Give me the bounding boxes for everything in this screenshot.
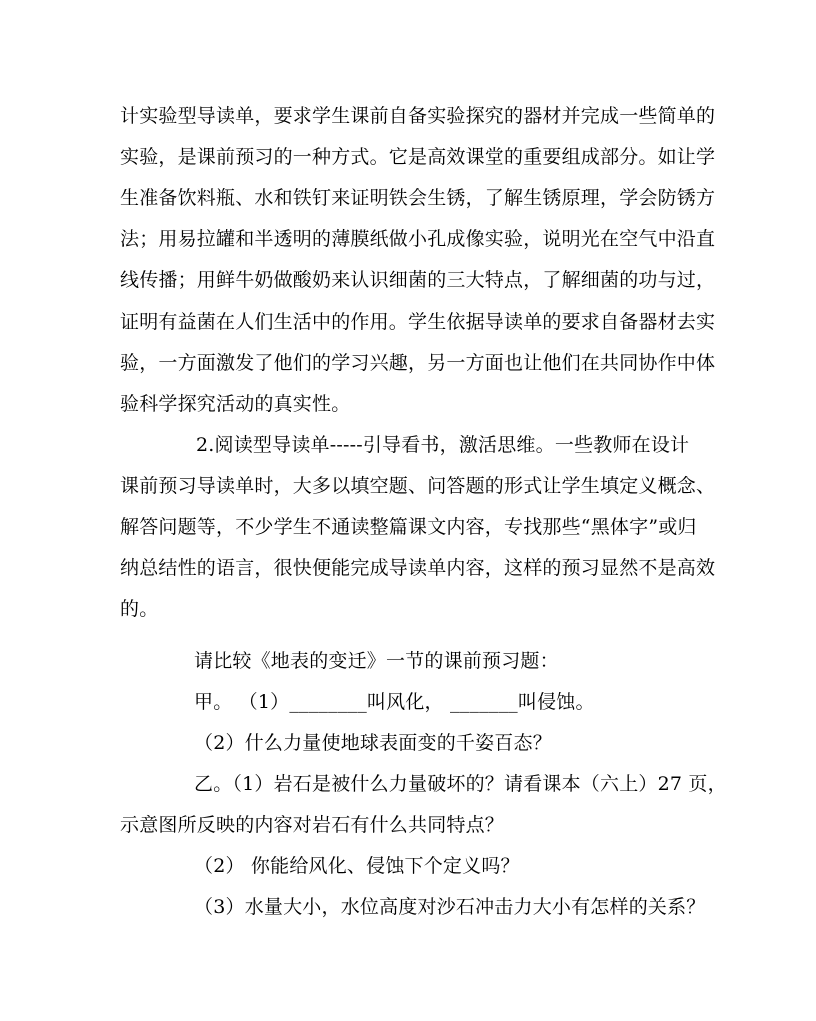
text-line-5: 线传播；用鲜牛奶做酸奶来认识细菌的三大特点，了解细菌的功与过，: [120, 269, 716, 291]
text-line-2: 实验，是课前预习的一种方式。它是高效课堂的重要组成部分。如让学: [120, 146, 716, 168]
question-yi-1-cont: 示意图所反映的内容对岩石有什么共同特点？: [120, 814, 505, 836]
text-line-11: 解答问题等，不少学生不通读整篇课文内容，专找那些“黑体字”或归: [120, 516, 697, 538]
question-yi-1: 乙。（1）岩石是被什么力量破坏的？请看课本（六上）27 页，: [194, 773, 727, 795]
text-line-3: 生准备饮料瓶、水和铁钉来证明铁会生锈，了解生锈原理，学会防锈方: [120, 187, 716, 209]
text-line-10: 课前预习导读单时，大多以填空题、问答题的形式让学生填定义概念、: [120, 475, 716, 497]
question-yi-2: （2） 你能给风化、侵蚀下个定义吗？: [194, 855, 520, 877]
text-line-7: 验，一方面激发了他们的学习兴趣，另一方面也让他们在共同协作中体: [120, 352, 716, 374]
text-line-13: 的。: [120, 598, 159, 620]
text-line-8: 验科学探究活动的真实性。: [120, 393, 351, 415]
text-line-1: 计实验型导读单，要求学生课前自备实验探究的器材并完成一些简单的: [120, 105, 716, 127]
question-yi-3: （3）水量大小，水位高度对沙石冲击力大小有怎样的关系？: [194, 896, 706, 918]
question-jia-1: 甲。 （1）________叫风化， _______叫侵蚀。: [194, 691, 595, 713]
text-line-12: 纳总结性的语言，很快便能完成导读单内容，这样的预习显然不是高效: [120, 557, 716, 579]
paragraph-2-heading: 2.阅读型导读单-----引导看书，激活思维。一些教师在设计: [196, 434, 690, 456]
text-line-6: 证明有益菌在人们生活中的作用。学生依据导读单的要求自备器材去实: [120, 311, 716, 333]
question-jia-2: （2）什么力量使地球表面变的千姿百态？: [194, 732, 552, 754]
compare-intro: 请比较《地表的变迁》一节的课前预习题：: [194, 650, 559, 672]
text-line-4: 法；用易拉罐和半透明的薄膜纸做小孔成像实验，说明光在空气中沿直: [120, 228, 716, 250]
